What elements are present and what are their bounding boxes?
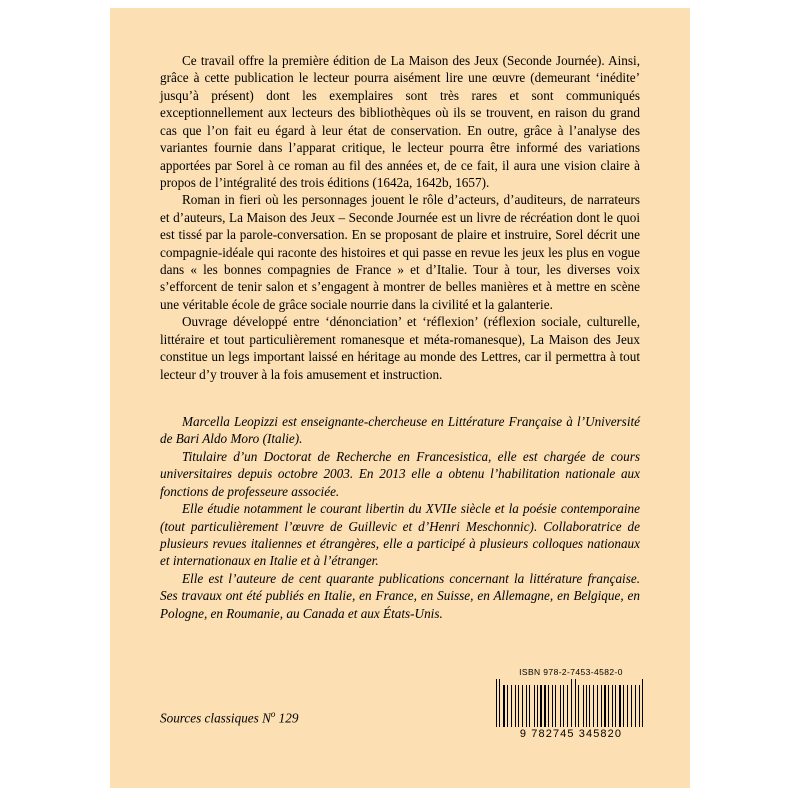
bio-paragraph-2: Titulaire d’un Doctorat de Recherche en Francesistica, elle est chargée de cours universitaires depuis octobre 2003. En 2013 elle a obtenu l’habilitation nationale aux fonctions de professeure associée. [160,448,640,499]
collection-line [160,709,298,726]
blurb-paragraph-2: Roman in fieri où les personnages jouent le rôle d’acteurs, d’auditeurs, de narrateurs et d’auteurs, La Maison des Jeux – Seconde Journée est un livre de récréation dont le quoi est tissé par la parole-conversation. En se proposant de plaire et instruire, Sorel décrit une compagnie-idéale qui raconte des histoires et qui passe en revue les jeux les plus en vogue dans « les bonnes compagnies de France » et d’Italie. Tour à tour, les diverses voix s’efforcent de tenir salon et s’engagent à montrer de belles manières et à mettre en scène une véritable école de grâce sociale nourrie dans la civilité et la galanterie. [160,192,640,312]
barcode-bars [496,679,646,727]
barcode-block [496,667,646,740]
collection-label-ordinal: o [270,708,276,719]
author-bio-section [160,413,640,622]
isbn-text: ISBN 978-2-7453-4582-0 [519,667,623,677]
book-back-cover [110,8,690,788]
bio-paragraph-1: Marcella Leopizzi est enseignante-chercheuse en Littérature Française à l’Université de Bari Aldo Moro (Italie). [160,414,640,447]
collection-number: 129 [278,710,299,725]
bio-paragraph-3: Elle étudie notamment le courant libertin du XVIIe siècle et la poésie contemporaine (tout particulièrement l’œuvre de Guillevic et d’Henri Meschonnic). Collaboratrice de plusieurs revues italiennes et étrangères, elle a participé à plusieurs colloques nationaux et internationaux en Italie et à l’étranger. [160,501,640,569]
blurb-section [160,52,640,383]
blurb-paragraph-3: Ouvrage développé entre ‘dénonciation’ et ‘réflexion’ (réflexion sociale, culturelle, littéraire et tout particulièrement romanesque et méta-romanesque), La Maison des Jeux constitue un legs important laissé en héritage au monde des Lettres, car il permettra à tout lecteur d’y trouver à la fois amusement et instruction. [160,314,640,382]
barcode-digits: 9 782745 345820 [519,728,623,740]
bio-paragraph-4: Elle est l’auteure de cent quarante publications concernant la littérature française. Ses travaux ont été publiés en Italie, en France, en Suisse, en Allemagne, en Belgique, en Pologne, en Roumanie, au Canada et aux États-Unis. [160,570,640,621]
blurb-paragraph-1: Ce travail offre la première édition de La Maison des Jeux (Seconde Journée). Ainsi, grâce à cette publication le lecteur pourra aisément lire une œuvre (demeurant ‘inédite’ jusqu’à présent) dont les exemplaires sont très rares et sont communiqués exceptionnellement aux lecteurs des bibliothèques où ils se trouvent, en raison du grand cas que l’on fait eu égard à leur état de conservation. En outre, grâce à l’analyse des variantes fournie dans l’apparat critique, le lecteur pourra être informé des variations apportées par Sorel à ce roman au fil des années et, de ce fait, il aura une vision claire à propos de l’intégralité des trois éditions (1642a, 1642b, 1657). [160,53,640,190]
collection-label: Sources classiques N [160,710,271,725]
